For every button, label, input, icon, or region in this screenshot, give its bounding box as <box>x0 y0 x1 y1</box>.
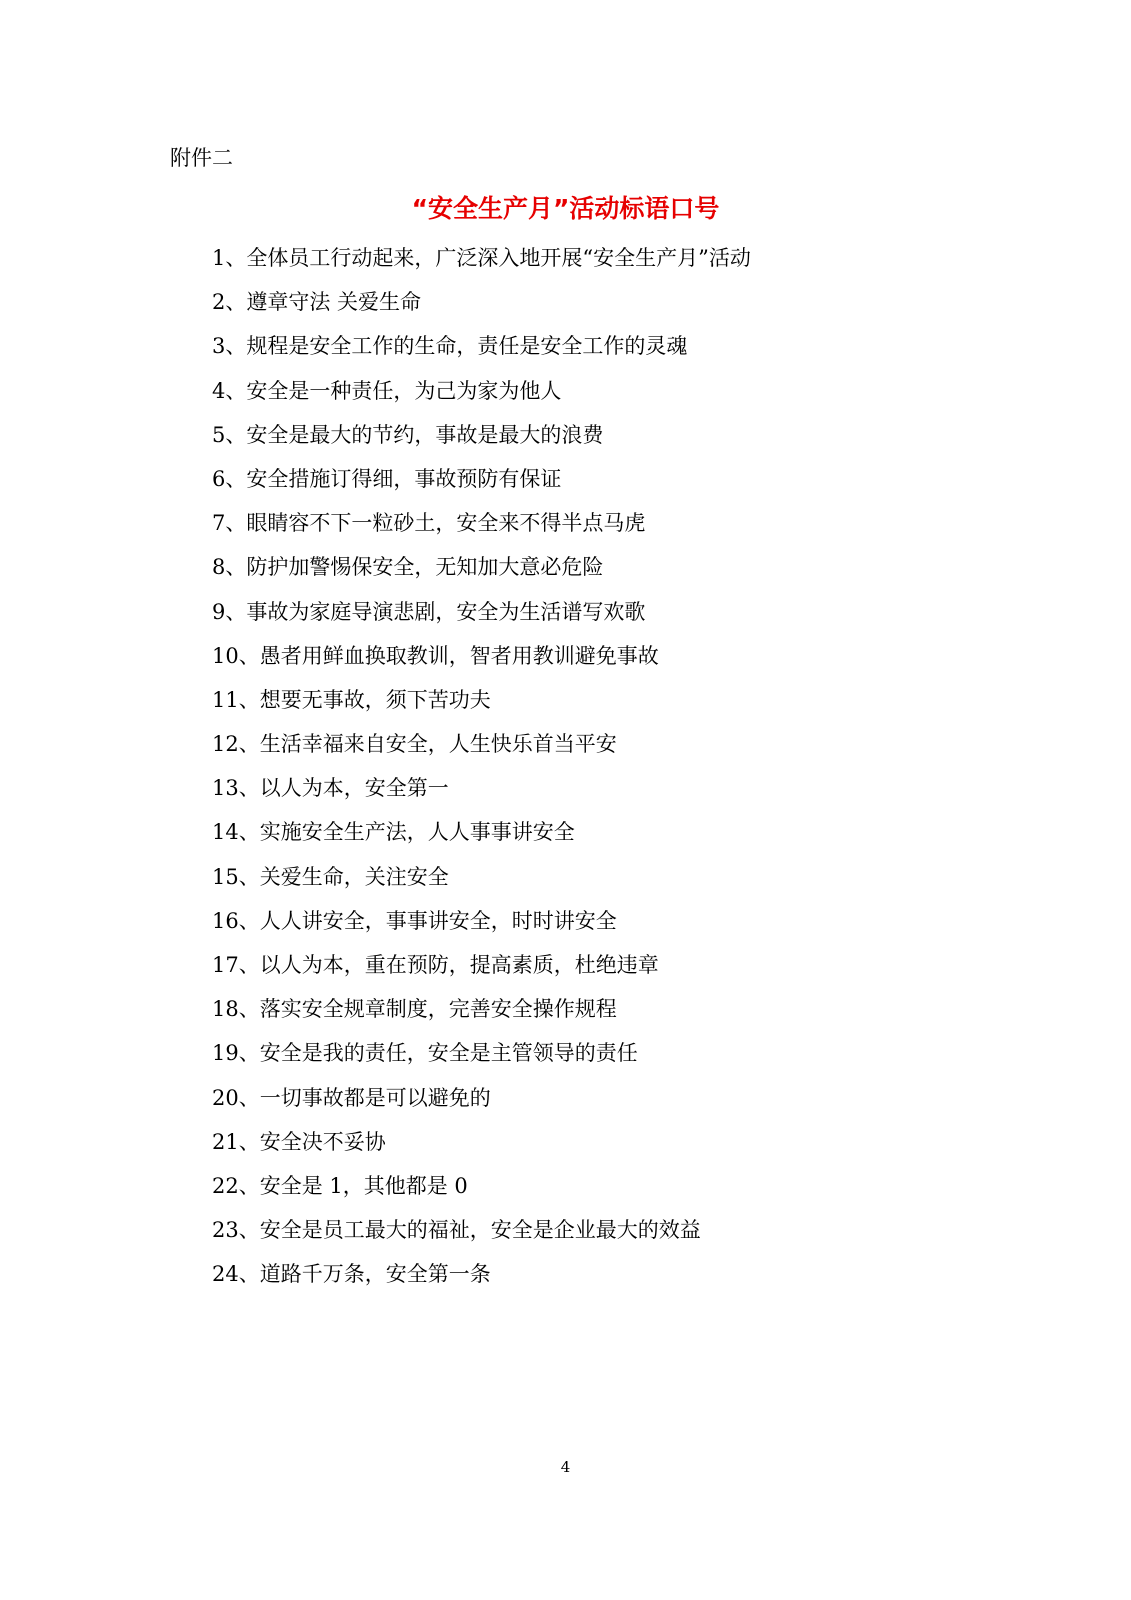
slogan-item: 11、想要无事故，须下苦功夫 <box>212 687 491 712</box>
slogan-item: 17、以人为本，重在预防，提高素质，杜绝违章 <box>212 953 659 977</box>
slogan-item: 10、愚者用鲜血换取教训，智者用教训避免事故 <box>212 643 659 668</box>
document-title: “安全生产月”活动标语口号 <box>411 194 720 223</box>
attachment-label: 附件二 <box>170 146 233 170</box>
slogan-item: 24、道路千万条，安全第一条 <box>212 1262 491 1287</box>
slogan-item: 3、规程是安全工作的生命，责任是安全工作的灵魂 <box>212 334 688 359</box>
slogan-item: 13、以人为本，安全第一 <box>212 776 449 801</box>
slogan-item: 18、落实安全规章制度，完善安全操作规程 <box>212 997 617 1022</box>
slogan-item: 15、关爱生命，关注安全 <box>212 864 449 889</box>
page-number: 4 <box>560 1458 571 1476</box>
slogan-item: 5、安全是最大的节约，事故是最大的浪费 <box>212 422 604 447</box>
slogan-item: 22、安全是 1，其他都是 0 <box>212 1173 468 1198</box>
slogan-item: 23、安全是员工最大的福祉，安全是企业最大的效益 <box>212 1218 701 1243</box>
slogan-item: 7、眼睛容不下一粒砂土，安全来不得半点马虎 <box>212 511 646 536</box>
slogan-item: 6、安全措施订得细，事故预防有保证 <box>212 466 562 491</box>
slogan-item: 19、安全是我的责任，安全是主管领导的责任 <box>212 1041 638 1066</box>
slogan-item: 2、遵章守法 关爱生命 <box>212 290 422 315</box>
slogan-item: 16、人人讲安全，事事讲安全，时时讲安全 <box>212 908 617 933</box>
slogan-item: 21、安全决不妥协 <box>212 1129 386 1154</box>
slogan-item: 12、生活幸福来自安全，人生快乐首当平安 <box>212 732 617 757</box>
slogan-item: 4、安全是一种责任，为己为家为他人 <box>212 378 562 403</box>
slogan-item: 8、防护加警惕保安全，无知加大意必危险 <box>212 555 604 580</box>
slogan-item: 9、事故为家庭导演悲剧，安全为生活谱写欢歌 <box>212 599 646 624</box>
slogan-item: 20、一切事故都是可以避免的 <box>212 1085 491 1110</box>
slogan-item: 1、全体员工行动起来，广泛深入地开展“安全生产月”活动 <box>212 246 751 270</box>
slogan-item: 14、实施安全生产法，人人事事讲安全 <box>212 820 575 845</box>
slogan-list <box>212 242 751 1303</box>
